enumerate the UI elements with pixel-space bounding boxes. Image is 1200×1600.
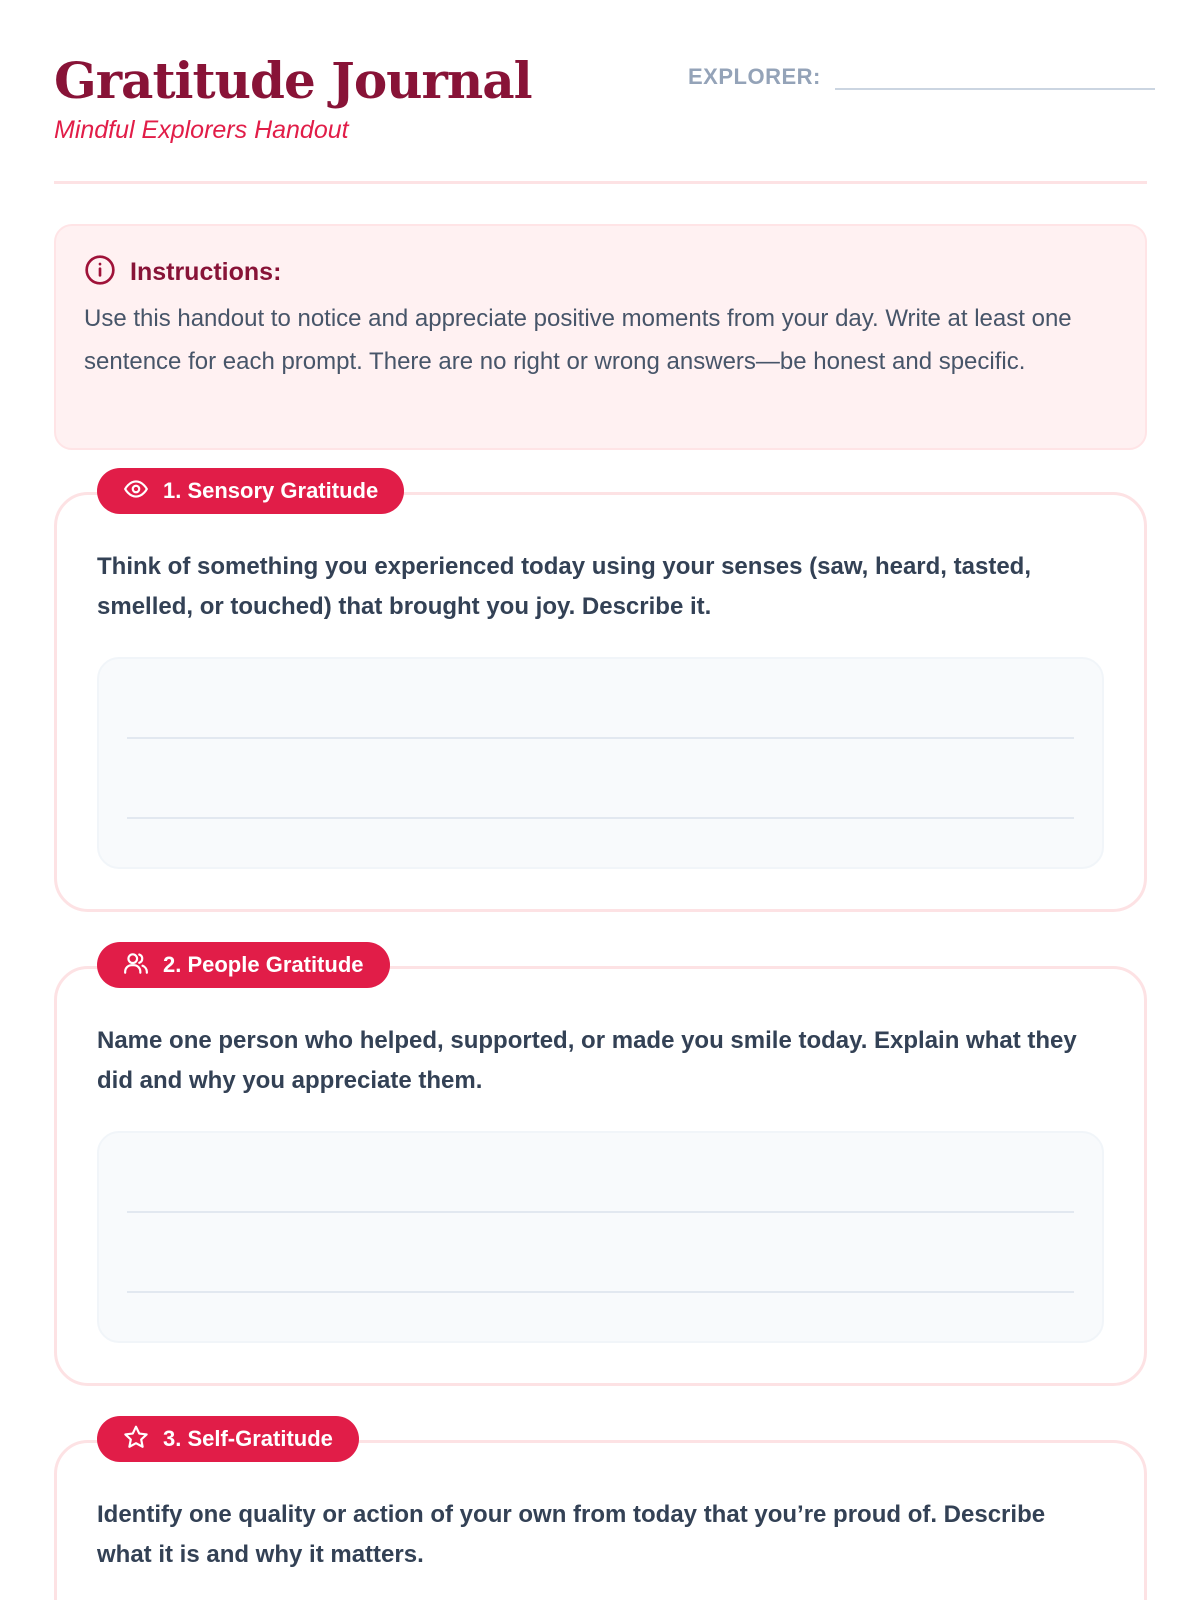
section-badge — [97, 468, 404, 514]
instructions-header — [84, 254, 1117, 291]
section-card-sensory — [54, 478, 1147, 912]
page-header — [54, 52, 1147, 184]
section-prompt: Name one person who helped, supported, or made you smile today. Explain what they did and why you appreciate them. — [97, 1027, 1077, 1094]
section-badge-label: 3. Self-Gratitude — [163, 1426, 333, 1451]
star-icon — [123, 1424, 163, 1455]
eye-icon — [123, 476, 163, 507]
section-badge — [97, 1416, 359, 1462]
section-badge-label: 1. Sensory Gratitude — [163, 478, 379, 503]
section-prompt: Identify one quality or action of your own from today that you’re proud of. Describe what it is and why it matters. — [97, 1501, 1046, 1568]
page-subtitle: Mindful Explorers Handout — [54, 115, 349, 144]
explorer-name-input[interactable] — [835, 60, 1155, 90]
writing-line — [127, 1291, 1074, 1293]
explorer-label: EXPLORER: — [688, 64, 821, 89]
writing-line — [127, 817, 1074, 819]
instructions-title: Instructions: — [130, 258, 282, 286]
instructions-text: Use this handout to notice and appreciate positive moments from your day. Write at least one sentence for each prompt. There are no right or wrong answers—be honest and specific. — [84, 305, 1072, 375]
section-prompt: Think of something you experienced today using your senses (saw, heard, tasted, smelled, or touched) that brought you joy. Describe it. — [97, 553, 1031, 620]
info-circle-icon — [84, 254, 130, 291]
explorer-field — [688, 60, 1155, 90]
section-badge — [97, 942, 390, 988]
answer-area[interactable] — [97, 657, 1104, 869]
section-card-people — [54, 952, 1147, 1386]
page-title: Gratitude Journal — [54, 51, 532, 110]
instructions-panel — [54, 224, 1147, 450]
users-icon — [123, 950, 163, 981]
writing-line — [127, 737, 1074, 739]
section-card-self — [54, 1426, 1147, 1600]
writing-line — [127, 1211, 1074, 1213]
answer-area[interactable] — [97, 1131, 1104, 1343]
section-badge-label: 2. People Gratitude — [163, 952, 364, 977]
